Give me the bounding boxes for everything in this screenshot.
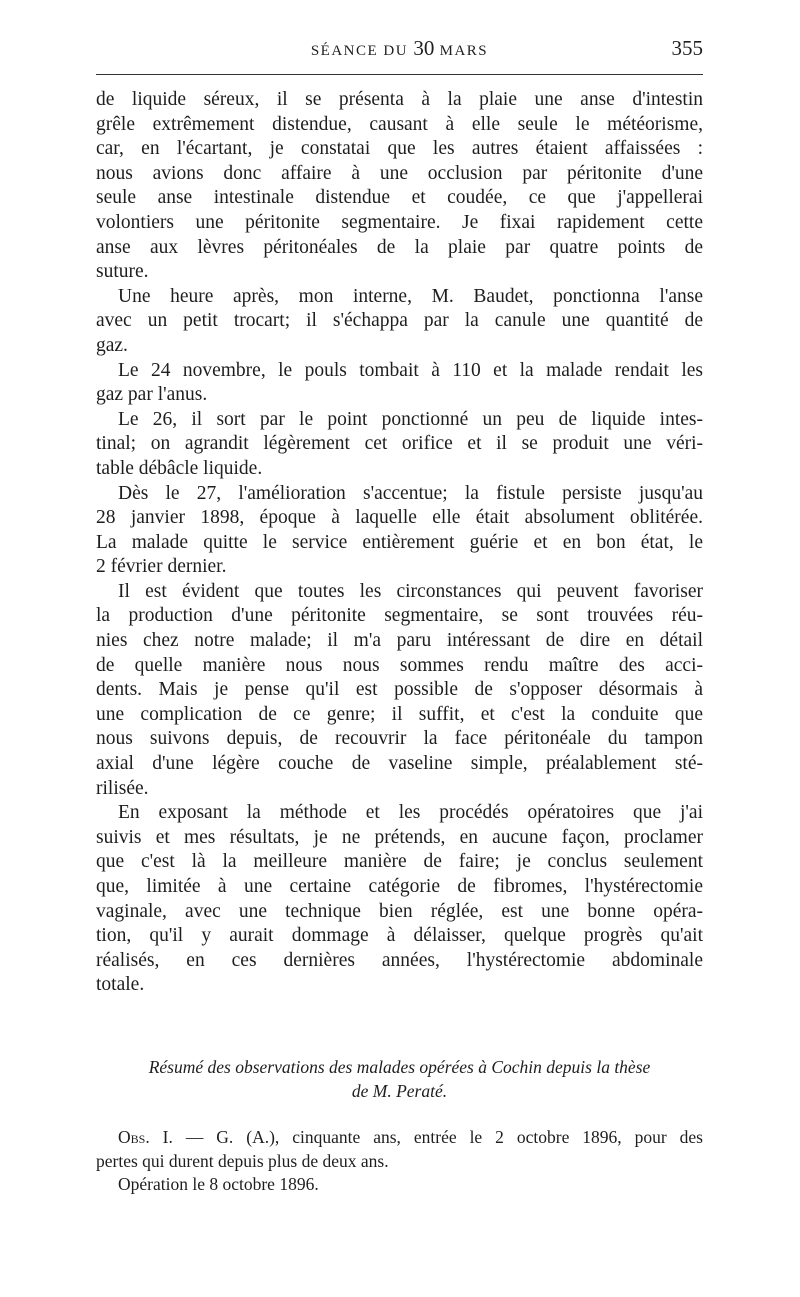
text-line: réalisés, en ces dernières années, l'hystérectomie abdominale (96, 949, 703, 971)
text-line: suivis et mes résultats, je ne prétends, en aucune façon, proclamer (96, 826, 703, 848)
text-line: la production d'une péritonite segmentaire, se sont trouvées réu- (96, 605, 703, 627)
text-line: une complication de ce genre; il suffit, et c'est la conduite que (96, 703, 703, 725)
running-title-number: 30 (413, 36, 435, 60)
text-line: de liquide séreux, il se présenta à la plaie une anse d'intestin (96, 89, 703, 110)
text-line: Une heure après, mon interne, M. Baudet, ponctionna l'anse (118, 285, 703, 307)
text-line: avec un petit trocart; il s'échappa par la canule une quantité de (96, 310, 703, 332)
paragraph (96, 482, 703, 580)
text-line: que c'est là la meilleure manière de faire; je conclus seulement (96, 851, 703, 873)
text-line: volontiers une péritonite segmentaire. Je fixai rapidement cette (96, 211, 703, 233)
paragraph (96, 285, 703, 359)
text-line: table débâcle liquide. (96, 457, 263, 479)
text-line: rilisée. (96, 777, 149, 799)
text-line: suture. (96, 261, 149, 283)
text-line: nies chez notre malade; il m'a paru intéressant de dire en détail (96, 630, 703, 652)
text-line: axial d'une légère couche de vaseline simple, préalablement sté- (96, 753, 703, 775)
section-caption (96, 1055, 703, 1103)
text-line: tion, qu'il y aurait dommage à délaisser, quelque progrès qu'ait (96, 925, 703, 947)
text-line: de quelle manière nous nous sommes rendu maître des acci- (96, 654, 703, 676)
caption-line-1: Résumé des observations des malades opérées à Cochin depuis la thèse (148, 1057, 651, 1077)
paragraph (96, 801, 703, 998)
running-head (96, 36, 703, 60)
text-line: La malade quitte le service entièrement guérie et en bon état, le (96, 531, 703, 553)
observation-notes (96, 1126, 703, 1197)
text-line: tinal; on agrandit légèrement cet orifice et il se produit une véri- (96, 433, 703, 455)
text-line: 28 janvier 1898, époque à laquelle elle était absolument oblitérée. (96, 507, 703, 529)
page-number: 355 (671, 36, 703, 60)
observation-line-1-text: — G. (A.), cinquante ans, entrée le 2 octobre 1896, pour des (172, 1127, 703, 1147)
paragraph (96, 408, 703, 482)
text-line: anse aux lèvres péritonéales de la plaie par quatre points de (96, 236, 703, 258)
running-title-month: MARS (434, 43, 489, 59)
text-line: totale. (96, 974, 145, 996)
header-rule (96, 74, 703, 75)
body-text (96, 88, 703, 998)
text-line: car, en l'écartant, je constatai que les autres étaient affaissées : (96, 138, 703, 160)
text-line: grêle extrêmement distendue, causant à elle seule le météorisme, (96, 113, 703, 135)
running-title-text: SÉANCE DU (310, 43, 414, 59)
observation-line-1 (96, 1126, 703, 1150)
observation-line-3: Opération le 8 octobre 1896. (118, 1174, 319, 1194)
text-line: Le 26, il sort par le point ponctionné un peu de liquide intes- (118, 408, 703, 430)
caption-line-2: de M. Peraté. (351, 1081, 448, 1101)
text-line: nous avions donc affaire à une occlusion par péritonite d'une (96, 162, 703, 184)
observation-label: Obs. I. (118, 1127, 173, 1147)
text-line: Le 24 novembre, le pouls tombait à 110 et la malade rendait les (118, 359, 703, 381)
text-line: nous suivons depuis, de recouvrir la face péritonéale du tampon (96, 728, 703, 750)
text-line: En exposant la méthode et les procédés opératoires que j'ai (118, 802, 703, 824)
observation-line-2: pertes qui durent depuis plus de deux ans. (96, 1150, 389, 1171)
text-line: que, limitée à une certaine catégorie de fibromes, l'hystérectomie (96, 876, 703, 897)
running-title (96, 36, 703, 61)
text-line: seule anse intestinale distendue et coudée, ce que j'appellerai (96, 187, 703, 209)
text-line: gaz par l'anus. (96, 384, 208, 406)
text-line: gaz. (96, 334, 128, 356)
paragraph (96, 580, 703, 801)
paragraph (96, 88, 703, 285)
text-line: 2 février dernier. (96, 556, 227, 578)
paragraph (96, 359, 703, 408)
text-line: vaginale, avec une technique bien réglée, est une bonne opéra- (96, 900, 703, 922)
text-line: Il est évident que toutes les circonstances qui peuvent favoriser (118, 580, 703, 602)
text-line: dents. Mais je pense qu'il est possible de s'opposer désormais à (96, 679, 703, 701)
text-line: Dès le 27, l'amélioration s'accentue; la fistule persiste jusqu'au (118, 482, 703, 504)
